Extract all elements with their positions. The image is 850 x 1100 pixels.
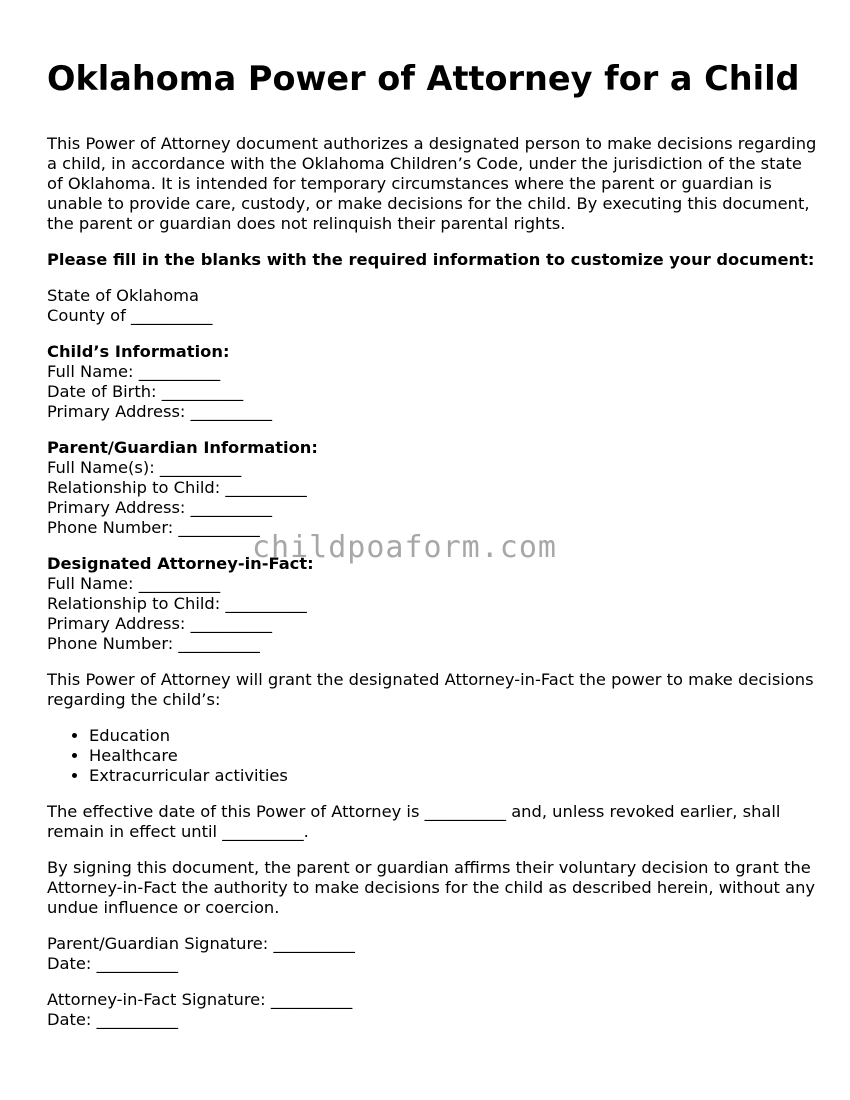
parent-info-heading: Parent/Guardian Information:: [47, 438, 318, 457]
county-field[interactable]: County of __________: [47, 306, 213, 325]
child-full-name-field[interactable]: Full Name: __________: [47, 362, 221, 381]
list-item: • Extracurricular activities: [89, 766, 817, 786]
child-info-section: [47, 342, 817, 422]
attorney-info-section: [47, 554, 817, 654]
attorney-relationship-field[interactable]: Relationship to Child: __________: [47, 594, 307, 613]
parent-signature-block: [47, 934, 817, 974]
intro-paragraph: This Power of Attorney document authorizes a designated person to make decisions regarding a child, in accordance with the Oklahoma Children’s Code, under the jurisdiction of the state of Oklahoma. It is intended for temporary circumstances where the parent or guardian is unable to provide care, custody, or make decisions for the child. By executing this document, the parent or guardian does not relinquish their parental rights.: [47, 134, 817, 233]
effective-date-paragraph[interactable]: The effective date of this Power of Attorney is __________ and, unless revoked earlier, shall remain in effect until __________.: [47, 802, 781, 841]
instruction-text: Please fill in the blanks with the required information to customize your document:: [47, 250, 815, 269]
watermark: childpoaform.com: [252, 530, 557, 565]
list-item: • Education: [89, 726, 817, 746]
parent-phone-field[interactable]: Phone Number: __________: [47, 518, 260, 537]
attorney-address-field[interactable]: Primary Address: __________: [47, 614, 272, 633]
child-dob-field[interactable]: Date of Birth: __________: [47, 382, 244, 401]
parent-full-name-field[interactable]: Full Name(s): __________: [47, 458, 242, 477]
parent-info-section: [47, 438, 817, 538]
child-info-heading: Child’s Information:: [47, 342, 230, 361]
powers-intro: This Power of Attorney will grant the designated Attorney-in-Fact the power to make decisions regarding the child’s:: [47, 670, 814, 709]
parent-relationship-field[interactable]: Relationship to Child: __________: [47, 478, 307, 497]
jurisdiction-block: [47, 286, 817, 326]
powers-list: [47, 726, 817, 786]
parent-address-field[interactable]: Primary Address: __________: [47, 498, 272, 517]
list-item: • Healthcare: [89, 746, 817, 766]
attorney-signature-block: [47, 990, 817, 1030]
attorney-full-name-field[interactable]: Full Name: __________: [47, 574, 221, 593]
parent-date-field[interactable]: Date: __________: [47, 954, 178, 973]
child-address-field[interactable]: Primary Address: __________: [47, 402, 272, 421]
state-line: State of Oklahoma: [47, 286, 200, 305]
attorney-phone-field[interactable]: Phone Number: __________: [47, 634, 260, 653]
attorney-signature-field[interactable]: Attorney-in-Fact Signature: __________: [47, 990, 353, 1009]
attorney-info-heading: Designated Attorney-in-Fact:: [47, 554, 314, 573]
affirmation-paragraph: By signing this document, the parent or guardian affirms their voluntary decision to grant the Attorney-in-Fact the authority to make decisions for the child as described herein, without any undue influence or coercion.: [47, 858, 816, 917]
attorney-date-field[interactable]: Date: __________: [47, 1010, 178, 1029]
parent-signature-field[interactable]: Parent/Guardian Signature: __________: [47, 934, 355, 953]
document-title: Oklahoma Power of Attorney for a Child: [47, 59, 800, 98]
